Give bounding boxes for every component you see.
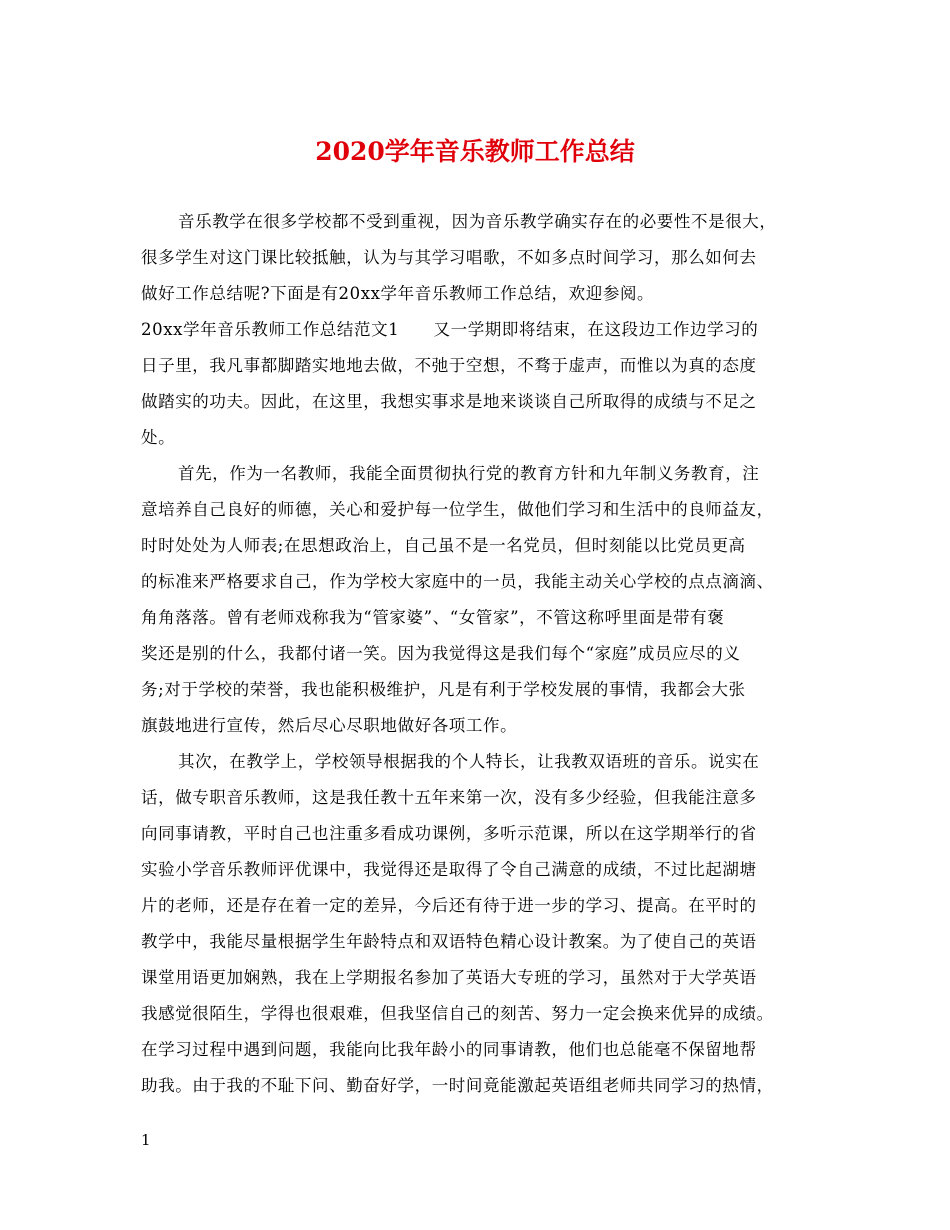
body-line: 片的老师，还是存在着一定的差异，今后还有待于进一步的学习、提高。在平时的	[141, 896, 757, 915]
body-line: 的标准来严格要求自己，作为学校大家庭中的一员，我能主动关心学校的点点滴滴、	[141, 572, 774, 591]
body-line: 我感觉很陌生，学得也很艰难，但我坚信自己的刻苦、努力一定会换来优异的成绩。	[141, 1004, 774, 1023]
body-line: 课堂用语更加娴熟，我在上学期报名参加了英语大专班的学习，虽然对于大学英语	[141, 968, 757, 987]
body-line: 角角落落。曾有老师戏称我为“管家婆”、“女管家”，不管这称呼里面是带有褒	[141, 608, 725, 627]
body-line: 教学中，我能尽量根据学生年龄特点和双语特色精心设计教案。为了使自己的英语	[141, 932, 757, 951]
body-line: 20xx学年音乐教师工作总结范文1 又一学期即将结束，在这段边工作边学习的	[141, 320, 759, 339]
document-body	[141, 204, 821, 1104]
body-line: 其次，在教学上，学校领导根据我的个人特长，让我教双语班的音乐。说实在	[178, 752, 760, 771]
body-line: 助我。由于我的不耻下问、勤奋好学，一时间竟能激起英语组老师共同学习的热情，	[141, 1076, 774, 1095]
page-number: 1	[141, 1131, 151, 1149]
body-line: 旗鼓地进行宣传，然后尽心尽职地做好各项工作。	[141, 716, 518, 735]
body-line: 时时处处为人师表;在思想政治上，自己虽不是一名党员，但时刻能以比党员更高	[141, 536, 746, 555]
body-line: 首先，作为一名教师，我能全面贯彻执行党的教育方针和九年制义务教育，注	[178, 464, 760, 483]
body-line: 奖还是别的什么，我都付诸一笑。因为我觉得这是我们每个“家庭”成员应尽的义	[141, 644, 741, 663]
document-title: 2020学年音乐教师工作总结	[315, 137, 635, 166]
body-line: 日子里，我凡事都脚踏实地地去做，不弛于空想，不骛于虚声，而惟以为真的态度	[141, 356, 757, 375]
body-line: 务;对于学校的荣誉，我也能积极维护，凡是有利于学校发展的事情，我都会大张	[141, 680, 746, 699]
body-line: 音乐教学在很多学校都不受到重视，因为音乐教学确实存在的必要性不是很大，	[178, 212, 777, 231]
body-line: 做好工作总结呢?下面是有20xx学年音乐教师工作总结，欢迎参阅。	[141, 284, 655, 303]
body-line: 向同事请教，平时自己也注重多看成功课例，多听示范课，所以在这学期举行的省	[141, 824, 757, 843]
body-line: 意培养自己良好的师德，关心和爱护每一位学生，做他们学习和生活中的良师益友，	[141, 500, 774, 519]
body-line: 很多学生对这门课比较抵触，认为与其学习唱歌，不如多点时间学习，那么如何去	[141, 248, 757, 267]
body-line: 做踏实的功夫。因此，在这里，我想实事求是地来谈谈自己所取得的成绩与不足之	[141, 392, 757, 411]
body-line: 在学习过程中遇到问题，我能向比我年龄小的同事请教，他们也总能毫不保留地帮	[141, 1040, 757, 1059]
body-line: 实验小学音乐教师评优课中，我觉得还是取得了令自己满意的成绩，不过比起湖塘	[141, 860, 757, 879]
body-line: 话，做专职音乐教师，这是我任教十五年来第一次，没有多少经验，但我能注意多	[141, 788, 757, 807]
body-line: 处。	[141, 428, 176, 447]
